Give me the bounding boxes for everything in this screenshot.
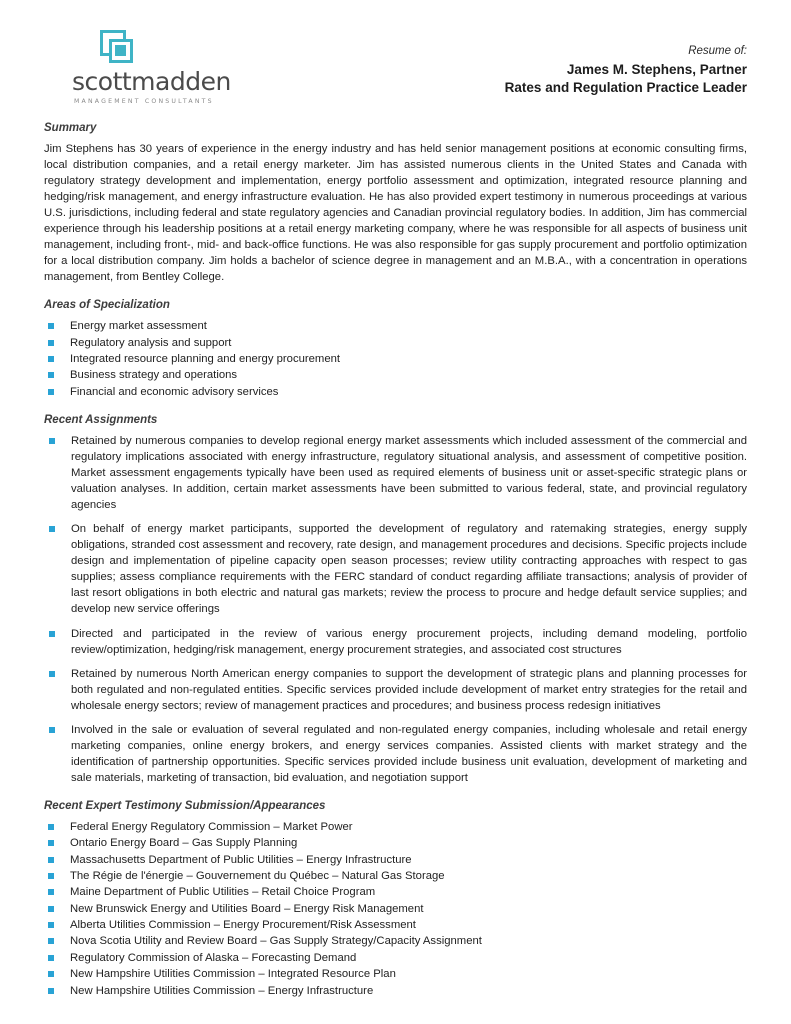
list-item: Involved in the sale or evaluation of several regulated and non-regulated energy companies, including wholesale and retail energy marketing companies, online energy brokers, and energy services companies. Assisted clients with market strategy and the identification of partnership opportunities. Specific services provided include business unit evaluation, development of marketing and sale materials, marketing of transaction, bid evaluation, and negotiation support [44,722,747,786]
list-item: Retained by numerous North American energy companies to support the development of strategic plans and planning processes for both regulated and non-regulated entities. Specific services provided include development of market entry strategies for the retail and wholesale energy sectors; review of management practices and procedures; and business process redesign initiatives [44,666,747,714]
specialization-list [44,318,747,400]
list-item: Federal Energy Regulatory Commission – Market Power [44,819,747,835]
list-item: Business strategy and operations [44,367,747,383]
list-item: New Hampshire Utilities Commission – Energy Infrastructure [44,983,747,999]
section-title-specialization: Areas of Specialization [44,299,170,312]
list-item: New Hampshire Utilities Commission – Integrated Resource Plan [44,966,747,982]
list-item: Alberta Utilities Commission – Energy Procurement/Risk Assessment [44,917,747,933]
company-logo [44,30,231,105]
page-title: James M. Stephens, Partner [566,61,747,77]
list-item: Regulatory Commission of Alaska – Forecasting Demand [44,950,747,966]
page-header [44,30,747,108]
logo-tagline: MANAGEMENT CONSULTANTS [74,98,214,105]
section-title-assignments: Recent Assignments [44,414,158,427]
section-title-testimony: Recent Expert Testimony Submission/Appearances [44,799,326,812]
list-item: The Régie de l'énergie – Gouvernement du Québec – Natural Gas Storage [44,868,747,884]
list-item: Maine Department of Public Utilities – Retail Choice Program [44,884,747,900]
list-item: Nova Scotia Utility and Review Board – Gas Supply Strategy/Capacity Assignment [44,933,747,949]
header-title-block [505,30,747,98]
list-item: New Brunswick Energy and Utilities Board – Energy Risk Management [44,901,747,917]
list-item: On behalf of energy market participants, supported the development of regulatory and ratemaking strategies, energy supply obligations, stranded cost assessment and recovery, rate design, and management procedures and decisions. Specific projects include design and implementation of pipeline capacity open season processes; review utility contracting approaches with respect to gas supplies; assess compliance requirements with the FERC standard of conduct regarding affiliate transactions; analysis of provider of last resort obligations in both electric and natural gas markets; review the process to procure and hedge default service supplies; and develop new service offerings [44,521,747,617]
section-title-summary: Summary [44,122,97,134]
testimony-list [44,819,747,999]
list-item: Energy market assessment [44,318,747,334]
logo-wordmark: scottmadden [72,67,231,96]
list-item: Financial and economic advisory services [44,384,747,400]
list-item: Ontario Energy Board – Gas Supply Planning [44,835,747,851]
list-item: Retained by numerous companies to develop regional energy market assessments which included assessment of the commercial and regulatory implications associated with energy infrastructure, regulatory situational analysis, and assessment of competitive position. Market assessment engagements typically have been used as required elements of business unit or asset-specific strategic plans or valuation analyses. In addition, certain market assessments have been submitted to various federal, state, and provincial regulatory agencies [44,433,747,513]
list-item: Directed and participated in the review of various energy procurement projects, including demand modeling, portfolio review/optimization, hedging/risk management, energy procurement strategies, and associated cost structures [44,626,747,658]
summary-paragraph: Jim Stephens has 30 years of experience in the energy industry and has held senior management positions at economic consulting firms, local distribution companies, and a retail energy marketer. Jim has assisted numerous clients in the United States and Canada with regulatory strategy development and implementation, energy portfolio assessment and optimization, integrated resource planning and hedging/risk management, and energy infrastructure evaluation. He has also provided expert testimony in numerous proceedings at various U.S. jurisdictions, including federal and state regulatory agencies and Canadian provincial regulatory bodies. In addition, Jim has commercial experience through his leadership positions at a retail energy marketing company, where he was responsible for all aspects of business unit management, including front-, mid- and back-office functions. He was also responsible for gas supply procurement and portfolio optimization for a local distribution company. Jim holds a bachelor of science degree in management and an M.B.A., with a concentration in operations management, from Bentley College. [44,143,747,284]
page-subtitle: Rates and Regulation Practice Leader [504,80,747,96]
list-item: Integrated resource planning and energy procurement [44,351,747,367]
scottmadden-logo-icon [100,30,134,64]
list-item: Massachusetts Department of Public Utilities – Energy Infrastructure [44,852,747,868]
assignments-list [44,433,747,786]
list-item: Regulatory analysis and support [44,335,747,351]
resume-of-label: Resume of: [688,45,747,57]
